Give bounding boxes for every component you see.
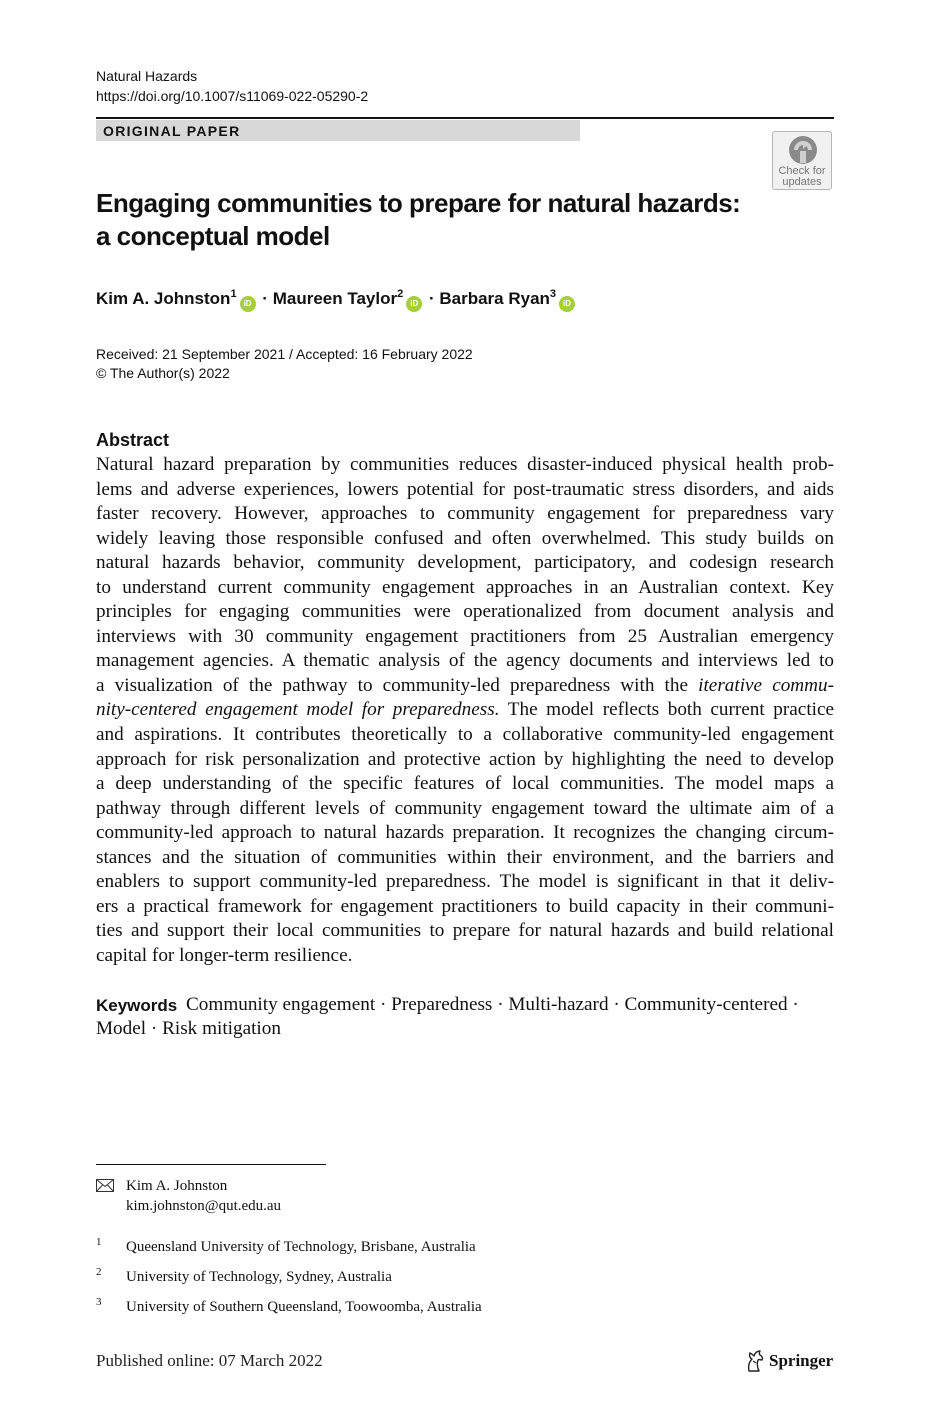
abstract-line <box>96 674 834 699</box>
check-for-updates-badge[interactable] <box>772 131 832 190</box>
article-title <box>96 187 796 253</box>
abstract-line: principles for engaging communities were operationalized from document analysis and <box>96 601 834 623</box>
keywords-list: Community engagement · Preparedness · Multi-hazard · Community-centered · <box>186 994 799 1015</box>
author-list <box>96 287 577 312</box>
abstract-line: community-led approach to natural hazards preparation. It recognizes the changing circum- <box>96 822 834 844</box>
author-affiliation-marker: 1 <box>230 288 237 300</box>
journal-name: Natural Hazards <box>96 68 198 84</box>
received-accepted-dates: Received: 21 September 2021 / Accepted: 16 February 2022 <box>96 346 473 362</box>
check-updates-text <box>773 166 831 188</box>
check-updates-icon <box>786 135 820 167</box>
abstract-line: a deep understanding of the specific features of local communities. The model maps a <box>96 773 834 795</box>
abstract-line: capital for longer-term resilience. <box>96 944 353 966</box>
abstract-line: natural hazards behavior, community development, participatory, and codesign research <box>96 552 834 574</box>
abstract-line: faster recovery. However, approaches to community engagement for preparedness vary <box>96 503 834 525</box>
abstract-line: ties and support their local communities to prepare for natural hazards and build relational <box>96 920 834 942</box>
abstract-line: approach for risk personalization and protective action by highlighting the need to develop <box>96 748 834 770</box>
author-separator: · <box>262 289 268 308</box>
abstract-line: stances and the situation of communities within their environment, and the barriers and <box>96 846 834 868</box>
abstract-line: and aspirations. It contributes theoretically to a collaborative community-led engagement <box>96 724 834 746</box>
abstract-line <box>96 698 834 723</box>
corresponding-author-name: Kim A. Johnston <box>126 1178 228 1194</box>
abstract-line: ers a practical framework for engagement practitioners to build capacity in their communi- <box>96 895 834 917</box>
affiliation-text: University of Southern Queensland, Toowoomba, Australia <box>126 1299 482 1315</box>
title-line-1: Engaging communities to prepare for natural hazards: <box>96 188 741 218</box>
check-updates-line2: updates <box>782 176 822 188</box>
author-name[interactable]: Maureen Taylor <box>272 289 398 308</box>
orcid-icon[interactable]: iD <box>406 296 422 312</box>
abstract-italic-model-name: nity-centered engagement model for preparedness. <box>96 699 500 721</box>
author-affiliation-marker: 2 <box>397 288 404 300</box>
title-line-2: a conceptual model <box>96 221 330 251</box>
affiliation-number: 3 <box>96 1296 102 1308</box>
published-online-date: Published online: 07 March 2022 <box>96 1351 323 1370</box>
abstract-line: management agencies. A thematic analysis of the agency documents and interviews led to <box>96 650 834 672</box>
abstract-italic-model-name: iterative commu- <box>698 674 835 696</box>
author-name[interactable]: Kim A. Johnston <box>96 289 231 308</box>
abstract-line: enablers to support community-led preparedness. The model is significant in that it deliv- <box>96 871 834 893</box>
corresponding-author-email[interactable]: kim.johnston@qut.edu.au <box>126 1198 282 1214</box>
abstract-heading: Abstract <box>96 430 170 450</box>
header-rule <box>96 117 834 119</box>
abstract-line-text: a visualization of the pathway to community-led preparedness with the <box>96 674 688 696</box>
keywords-heading: Keywords <box>96 996 178 1015</box>
abstract-line: pathway through different levels of community engagement toward the ultimate aim of a <box>96 797 834 819</box>
check-updates-line1: Check for <box>778 165 826 177</box>
orcid-icon[interactable]: iD <box>240 296 256 312</box>
author-separator: · <box>428 289 435 308</box>
keywords-list-continued: Model · Risk mitigation <box>96 1018 281 1039</box>
abstract-text <box>96 453 834 968</box>
abstract-line: interviews with 30 community engagement practitioners from 25 Australian emergency <box>96 625 834 647</box>
springer-horse-icon <box>744 1349 766 1373</box>
copyright-notice: © The Author(s) 2022 <box>96 365 230 381</box>
orcid-icon[interactable]: iD <box>559 296 575 312</box>
author-name[interactable]: Barbara Ryan <box>439 289 550 308</box>
doi-link[interactable]: https://doi.org/10.1007/s11069-022-05290-2 <box>96 88 369 104</box>
publisher-logo-text: Springer <box>769 1351 834 1370</box>
affiliation-text: University of Technology, Sydney, Australia <box>126 1269 392 1285</box>
author-affiliation-marker: 3 <box>549 288 557 300</box>
footnote-rule <box>96 1164 326 1165</box>
abstract-line: to understand current community engagement approaches in an Australian context. Key <box>96 576 834 598</box>
mail-icon <box>96 1179 114 1192</box>
abstract-line: widely leaving those responsible confused and often overwhelmed. This study builds on <box>96 527 834 549</box>
abstract-line: lems and adverse experiences, lowers potential for post-traumatic stress disorders, and aids <box>96 478 834 500</box>
abstract-line: Natural hazard preparation by communities reduces disaster-induced physical health prob- <box>96 454 834 475</box>
affiliation-text: Queensland University of Technology, Brisbane, Australia <box>126 1239 476 1255</box>
affiliation-number: 2 <box>96 1266 102 1278</box>
article-type-label: ORIGINAL PAPER <box>103 123 241 139</box>
abstract-line-text: The model reflects both current practice <box>507 699 835 721</box>
affiliation-number: 1 <box>96 1236 102 1248</box>
